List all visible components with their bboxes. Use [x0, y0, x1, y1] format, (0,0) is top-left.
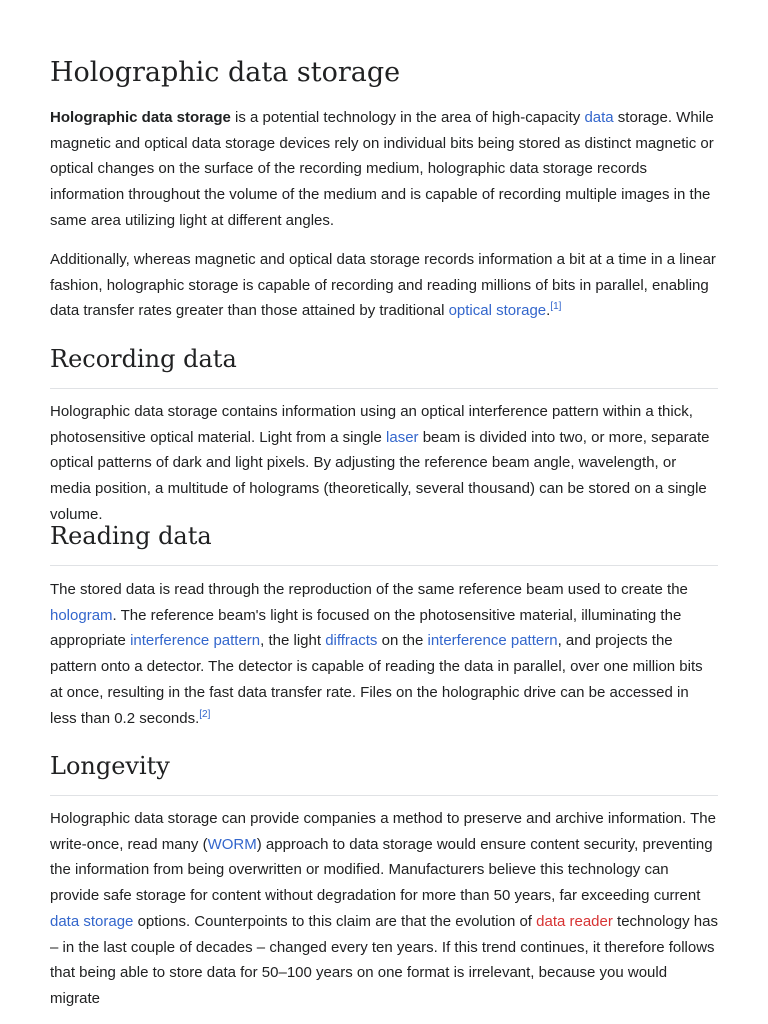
reference-1[interactable]: [1] [550, 301, 562, 313]
intro-paragraph-1 [50, 105, 718, 234]
longevity-paragraph [50, 806, 718, 1012]
heading-recording-data: Recording data [50, 345, 237, 373]
section-recording-heading [50, 344, 718, 374]
link-optical-storage[interactable]: optical storage [448, 302, 547, 320]
reading-text: , the light [260, 632, 326, 650]
reading-text: . The reference beam's light is focused on the photosensitive material, illuminating the appropriate [50, 606, 682, 650]
recording-text: Holographic data storage contains information using an optical interference pattern within a thick, photosensitive optical material. Light from a single [50, 403, 693, 446]
heading-reading-data: Reading data [50, 522, 212, 550]
intro-paragraph-2 [50, 247, 718, 324]
link-data[interactable]: data [584, 109, 614, 126]
longevity-text: ) approach to data storage would ensure content security, preventing the information from being overwritten or modified. Manufacturers believe this technology can provide safe storage for content without degradation for more than 50 years, far exceeding current [50, 835, 713, 905]
link-laser[interactable]: laser [386, 428, 419, 446]
reading-text: , and projects the pattern onto a detector. The detector is capable of reading the data in parallel, over one million bits at once, resulting in the fast data transfer rate. Files on the holographic drive can be accessed in less than 0.2 seconds. [50, 632, 703, 727]
intro-text: storage. While magnetic and optical data storage devices rely on individual bits being stored as distinct magnetic or optical changes on the surface of the recording medium, holographic data storage records information throughout the volume of the medium and is capable of recording multiple images in the same area utilizing light at different angles. [50, 109, 714, 229]
intro-text: . [546, 302, 551, 320]
link-diffracts[interactable]: diffracts [325, 632, 378, 650]
heading-rule [50, 795, 718, 796]
page-title: Holographic data storage [50, 57, 401, 88]
link-interference-pattern-2[interactable]: interference pattern [427, 632, 558, 650]
link-data-storage[interactable]: data storage [50, 912, 134, 930]
link-hologram[interactable]: hologram [50, 606, 113, 624]
reference-2[interactable]: [2] [199, 708, 211, 720]
section-longevity-heading [50, 751, 718, 781]
recording-text: beam is divided into two, or more, separate optical patterns of dark and light pixels. By adjusting the reference beam angle, wavelength, or media position, a multitude of holograms (theoretically, several thousand) can be stored on a single volume. [50, 428, 710, 523]
reading-text: The stored data is read through the reproduction of the same reference beam used to create the [50, 581, 688, 598]
intro-text: is a potential technology in the area of high-capacity [230, 109, 585, 126]
heading-rule [50, 388, 718, 389]
reading-paragraph [50, 577, 718, 731]
intro-text: Additionally, whereas magnetic and optical data storage records information a bit at a time in a linear fashion, holographic storage is capable of recording and reading millions of bits in parallel, enabling data transfer rates greater than those attained by traditional [50, 251, 716, 320]
longevity-text: options. Counterpoints to this claim are that the evolution of [133, 912, 537, 930]
heading-rule [50, 565, 718, 566]
recording-paragraph [50, 399, 718, 528]
longevity-text: Holographic data storage can provide companies a method to preserve and archive information. The write-once, read many ( [50, 810, 716, 853]
section-reading-heading [50, 521, 718, 551]
link-interference-pattern[interactable]: interference pattern [130, 632, 261, 650]
reading-text: on the [377, 632, 428, 650]
link-data-reader[interactable]: data reader [536, 912, 613, 930]
intro-bold-term: Holographic data storage [50, 109, 231, 126]
longevity-text: technology has – in the last couple of decades – changed every ten years. If this trend continues, it therefore follows that being able to store data for 50–100 years on one format is irrelevant, because you would migrate [50, 912, 718, 1007]
link-worm[interactable]: WORM [207, 835, 257, 853]
heading-longevity: Longevity [50, 752, 170, 780]
